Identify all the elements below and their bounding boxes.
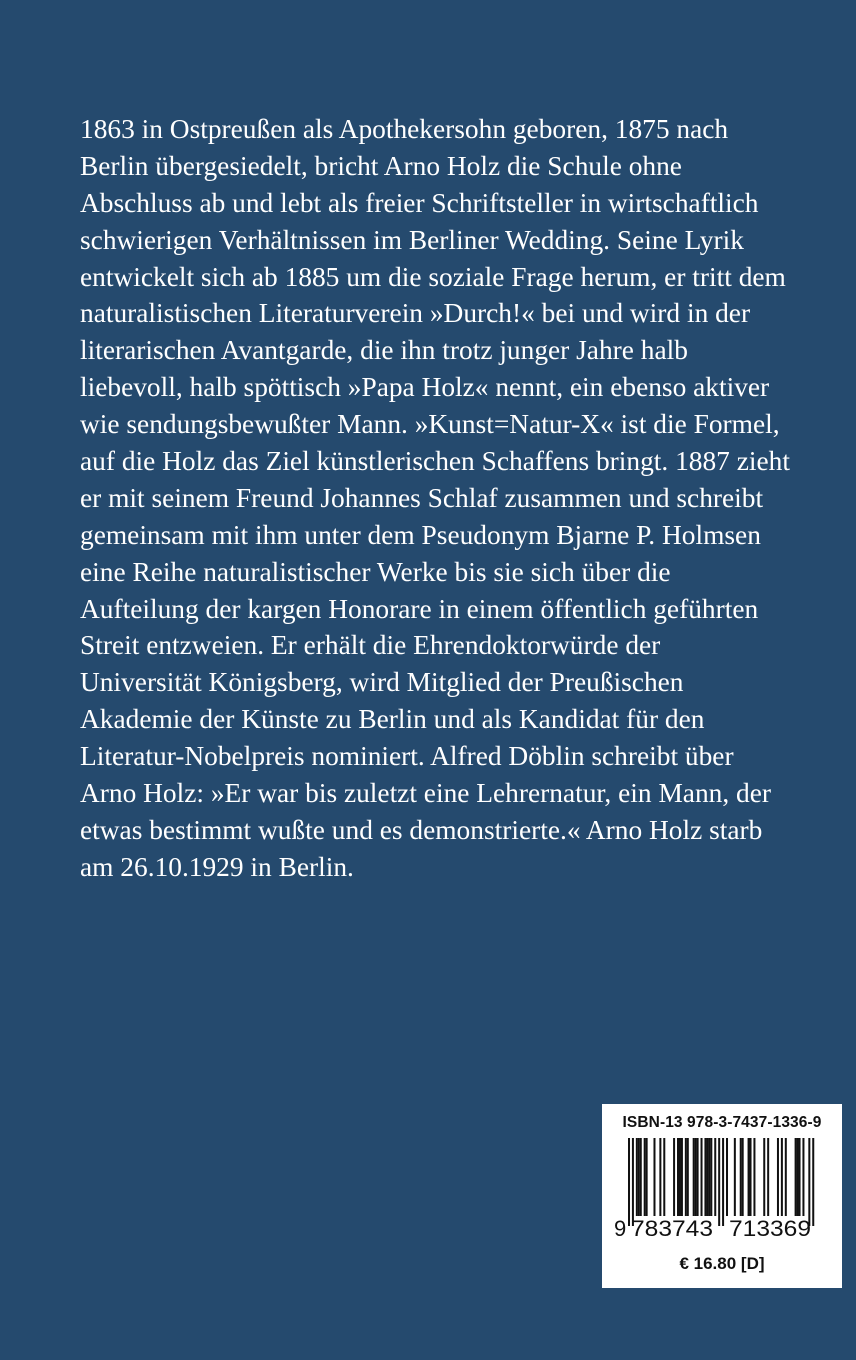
barcode-bar bbox=[718, 1138, 720, 1226]
barcode-bar bbox=[681, 1138, 683, 1216]
barcode-bar bbox=[740, 1138, 742, 1216]
barcode-bar bbox=[710, 1138, 712, 1216]
isbn-label: ISBN-13 978-3-7437-1336-9 bbox=[622, 1114, 822, 1131]
barcode-bar bbox=[750, 1138, 752, 1216]
biography-line: auf die Holz das Ziel künstlerischen Schaffens bringt. 1887 zieht bbox=[80, 446, 790, 477]
barcode-right-digits: 713369 bbox=[729, 1216, 811, 1241]
barcode-bar bbox=[734, 1138, 736, 1216]
barcode-bar bbox=[685, 1138, 687, 1216]
barcode-bar bbox=[726, 1138, 728, 1216]
isbn-barcode-panel bbox=[602, 1104, 842, 1288]
barcode-bar bbox=[708, 1138, 710, 1216]
biography-line: Berlin übergesiedelt, bricht Arno Holz die Schule ohne bbox=[80, 150, 682, 181]
barcode-bar bbox=[714, 1138, 716, 1216]
biography-line: gemeinsam mit ihm unter dem Pseudonym Bjarne P. Holmsen bbox=[80, 519, 761, 550]
barcode-bar bbox=[785, 1138, 787, 1216]
barcode-bar bbox=[812, 1138, 814, 1226]
barcode-bar bbox=[781, 1138, 783, 1216]
barcode-bar bbox=[677, 1138, 679, 1216]
barcode-bars bbox=[628, 1138, 814, 1226]
biography-line: Aufteilung der kargen Honorare in einem öffentlich geführten bbox=[80, 593, 759, 624]
barcode-bar bbox=[628, 1138, 630, 1226]
barcode-bar bbox=[748, 1138, 750, 1216]
biography-line: entwickelt sich ab 1885 um die soziale Frage herum, er tritt dem bbox=[80, 261, 786, 292]
biography-line: etwas bestimmt wußte und es demonstrierte.« Arno Holz starb bbox=[80, 814, 763, 845]
biography-line: schwierigen Verhältnissen im Berliner Wedding. Seine Lyrik bbox=[80, 224, 744, 255]
barcode-bar bbox=[697, 1138, 699, 1216]
barcode-bar bbox=[799, 1138, 801, 1216]
barcode-bar bbox=[795, 1138, 797, 1216]
barcode-bar bbox=[632, 1138, 634, 1226]
barcode-bar bbox=[636, 1138, 638, 1216]
biography-line: er mit seinem Freund Johannes Schlaf zusammen und schreibt bbox=[80, 482, 764, 513]
barcode-bar bbox=[663, 1138, 665, 1216]
barcode-bar bbox=[653, 1138, 655, 1216]
barcode-bar bbox=[638, 1138, 640, 1216]
barcode-bar bbox=[742, 1138, 744, 1216]
barcode-bar bbox=[704, 1138, 706, 1216]
biography-line: Akademie der Künste zu Berlin und als Kandidat für den bbox=[80, 704, 705, 735]
biography-line: wie sendungsbewußter Mann. »Kunst=Natur-X« ist die Formel, bbox=[80, 409, 780, 440]
barcode-bar bbox=[659, 1138, 661, 1216]
barcode-bar bbox=[644, 1138, 646, 1216]
barcode-bar bbox=[687, 1138, 689, 1216]
barcode-bar bbox=[673, 1138, 675, 1216]
barcode-bar bbox=[701, 1138, 703, 1216]
price-label: € 16.80 [D] bbox=[679, 1254, 765, 1273]
barcode-bar bbox=[753, 1138, 755, 1216]
ean13-barcode bbox=[602, 1104, 842, 1254]
biography-line: 1863 in Ostpreußen als Apothekersohn geboren, 1875 nach bbox=[80, 114, 729, 144]
biography-line: am 26.10.1929 in Berlin. bbox=[80, 851, 354, 882]
barcode-bar bbox=[679, 1138, 681, 1216]
barcode-bar bbox=[722, 1138, 724, 1226]
biography-line: eine Reihe naturalistischer Werke bis sie sich über die bbox=[80, 556, 671, 587]
barcode-bar bbox=[777, 1138, 779, 1216]
barcode-lead-digit: 9 bbox=[614, 1216, 627, 1241]
barcode-bar bbox=[808, 1138, 810, 1226]
biography-line: Abschluss ab und lebt als freier Schriftsteller in wirtschaftlich bbox=[80, 187, 759, 218]
barcode-bar bbox=[763, 1138, 765, 1216]
biography-line: Literatur-Nobelpreis nominiert. Alfred Döblin schreibt über bbox=[80, 741, 734, 772]
barcode-bar bbox=[693, 1138, 695, 1216]
barcode-bar bbox=[646, 1138, 648, 1216]
author-biography bbox=[80, 111, 840, 886]
barcode-bar bbox=[706, 1138, 708, 1216]
barcode-bar bbox=[640, 1138, 642, 1216]
barcode-left-digits: 783743 bbox=[631, 1216, 713, 1241]
biography-line: literarischen Avantgarde, die ihn trotz junger Jahre halb bbox=[80, 335, 688, 366]
barcode-bar bbox=[797, 1138, 799, 1216]
barcode-bar bbox=[695, 1138, 697, 1216]
biography-line: liebevoll, halb spöttisch »Papa Holz« nennt, ein ebenso aktiver bbox=[80, 372, 770, 403]
biography-line: Streit entzweien. Er erhält die Ehrendoktorwürde der bbox=[80, 630, 661, 661]
biography-line: naturalistischen Literaturverein »Durch!« bei und wird in der bbox=[80, 298, 751, 329]
biography-line: Universität Königsberg, wird Mitglied der Preußischen bbox=[80, 667, 684, 698]
barcode-bar bbox=[802, 1138, 804, 1216]
barcode-bar bbox=[767, 1138, 769, 1216]
biography-line: Arno Holz: »Er war bis zuletzt eine Lehrernatur, ein Mann, der bbox=[80, 778, 772, 809]
